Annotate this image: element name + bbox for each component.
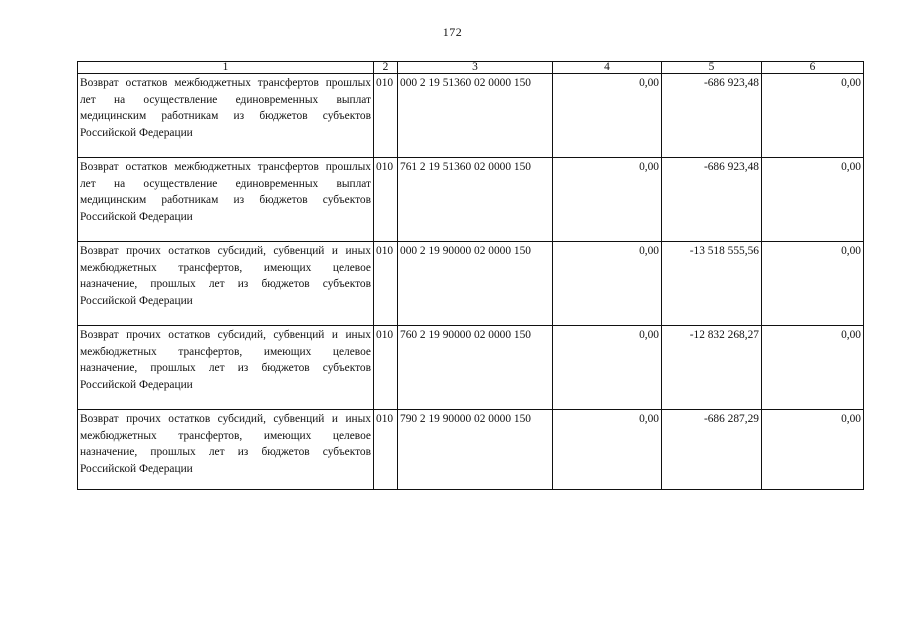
row-admin-code: 010 (374, 74, 398, 158)
column-header-6: 6 (762, 62, 864, 74)
row-budget-code: 790 2 19 90000 02 0000 150 (398, 410, 553, 490)
row-value-col4: 0,00 (553, 242, 662, 326)
row-admin-code: 010 (374, 242, 398, 326)
row-budget-code: 000 2 19 51360 02 0000 150 (398, 74, 553, 158)
row-admin-code: 010 (374, 158, 398, 242)
row-budget-code: 000 2 19 90000 02 0000 150 (398, 242, 553, 326)
column-header-2: 2 (374, 62, 398, 74)
row-description: Возврат прочих остатков субсидий, субвенций и иных межбюджетных трансфертов, имеющих целевое назначение, прошлых лет из бюджетов субъектов Российской Федерации (78, 326, 374, 410)
row-value-col4: 0,00 (553, 326, 662, 410)
table-row (78, 410, 864, 490)
table-row (78, 242, 864, 326)
row-budget-code: 761 2 19 51360 02 0000 150 (398, 158, 553, 242)
table-row (78, 74, 864, 158)
row-description: Возврат остатков межбюджетных трансфертов прошлых лет на осуществление единовременных выплат медицинским работникам из бюджетов субъектов Российской Федерации (78, 158, 374, 242)
row-value-col5: -686 287,29 (662, 410, 762, 490)
column-header-1: 1 (78, 62, 374, 74)
row-value-col5: -686 923,48 (662, 74, 762, 158)
column-header-5: 5 (662, 62, 762, 74)
row-value-col5: -12 832 268,27 (662, 326, 762, 410)
row-budget-code: 760 2 19 90000 02 0000 150 (398, 326, 553, 410)
row-description: Возврат прочих остатков субсидий, субвенций и иных межбюджетных трансфертов, имеющих целевое назначение, прошлых лет из бюджетов субъектов Российской Федерации (78, 242, 374, 326)
page-number: 172 (442, 25, 463, 39)
row-value-col6: 0,00 (762, 326, 864, 410)
row-value-col4: 0,00 (553, 158, 662, 242)
row-description: Возврат прочих остатков субсидий, субвенций и иных межбюджетных трансфертов, имеющих целевое назначение, прошлых лет из бюджетов субъектов Российской Федерации (78, 410, 374, 490)
row-value-col6: 0,00 (762, 242, 864, 326)
row-value-col5: -686 923,48 (662, 158, 762, 242)
row-value-col4: 0,00 (553, 74, 662, 158)
row-admin-code: 010 (374, 410, 398, 490)
column-header-4: 4 (553, 62, 662, 74)
budget-table (77, 61, 864, 490)
row-admin-code: 010 (374, 326, 398, 410)
table-row (78, 326, 864, 410)
row-value-col6: 0,00 (762, 158, 864, 242)
row-value-col6: 0,00 (762, 410, 864, 490)
row-value-col4: 0,00 (553, 410, 662, 490)
row-description: Возврат остатков межбюджетных трансфертов прошлых лет на осуществление единовременных выплат медицинским работникам из бюджетов субъектов Российской Федерации (78, 74, 374, 158)
row-value-col5: -13 518 555,56 (662, 242, 762, 326)
row-value-col6: 0,00 (762, 74, 864, 158)
table-row (78, 158, 864, 242)
header-row (78, 62, 864, 74)
column-header-3: 3 (398, 62, 553, 74)
